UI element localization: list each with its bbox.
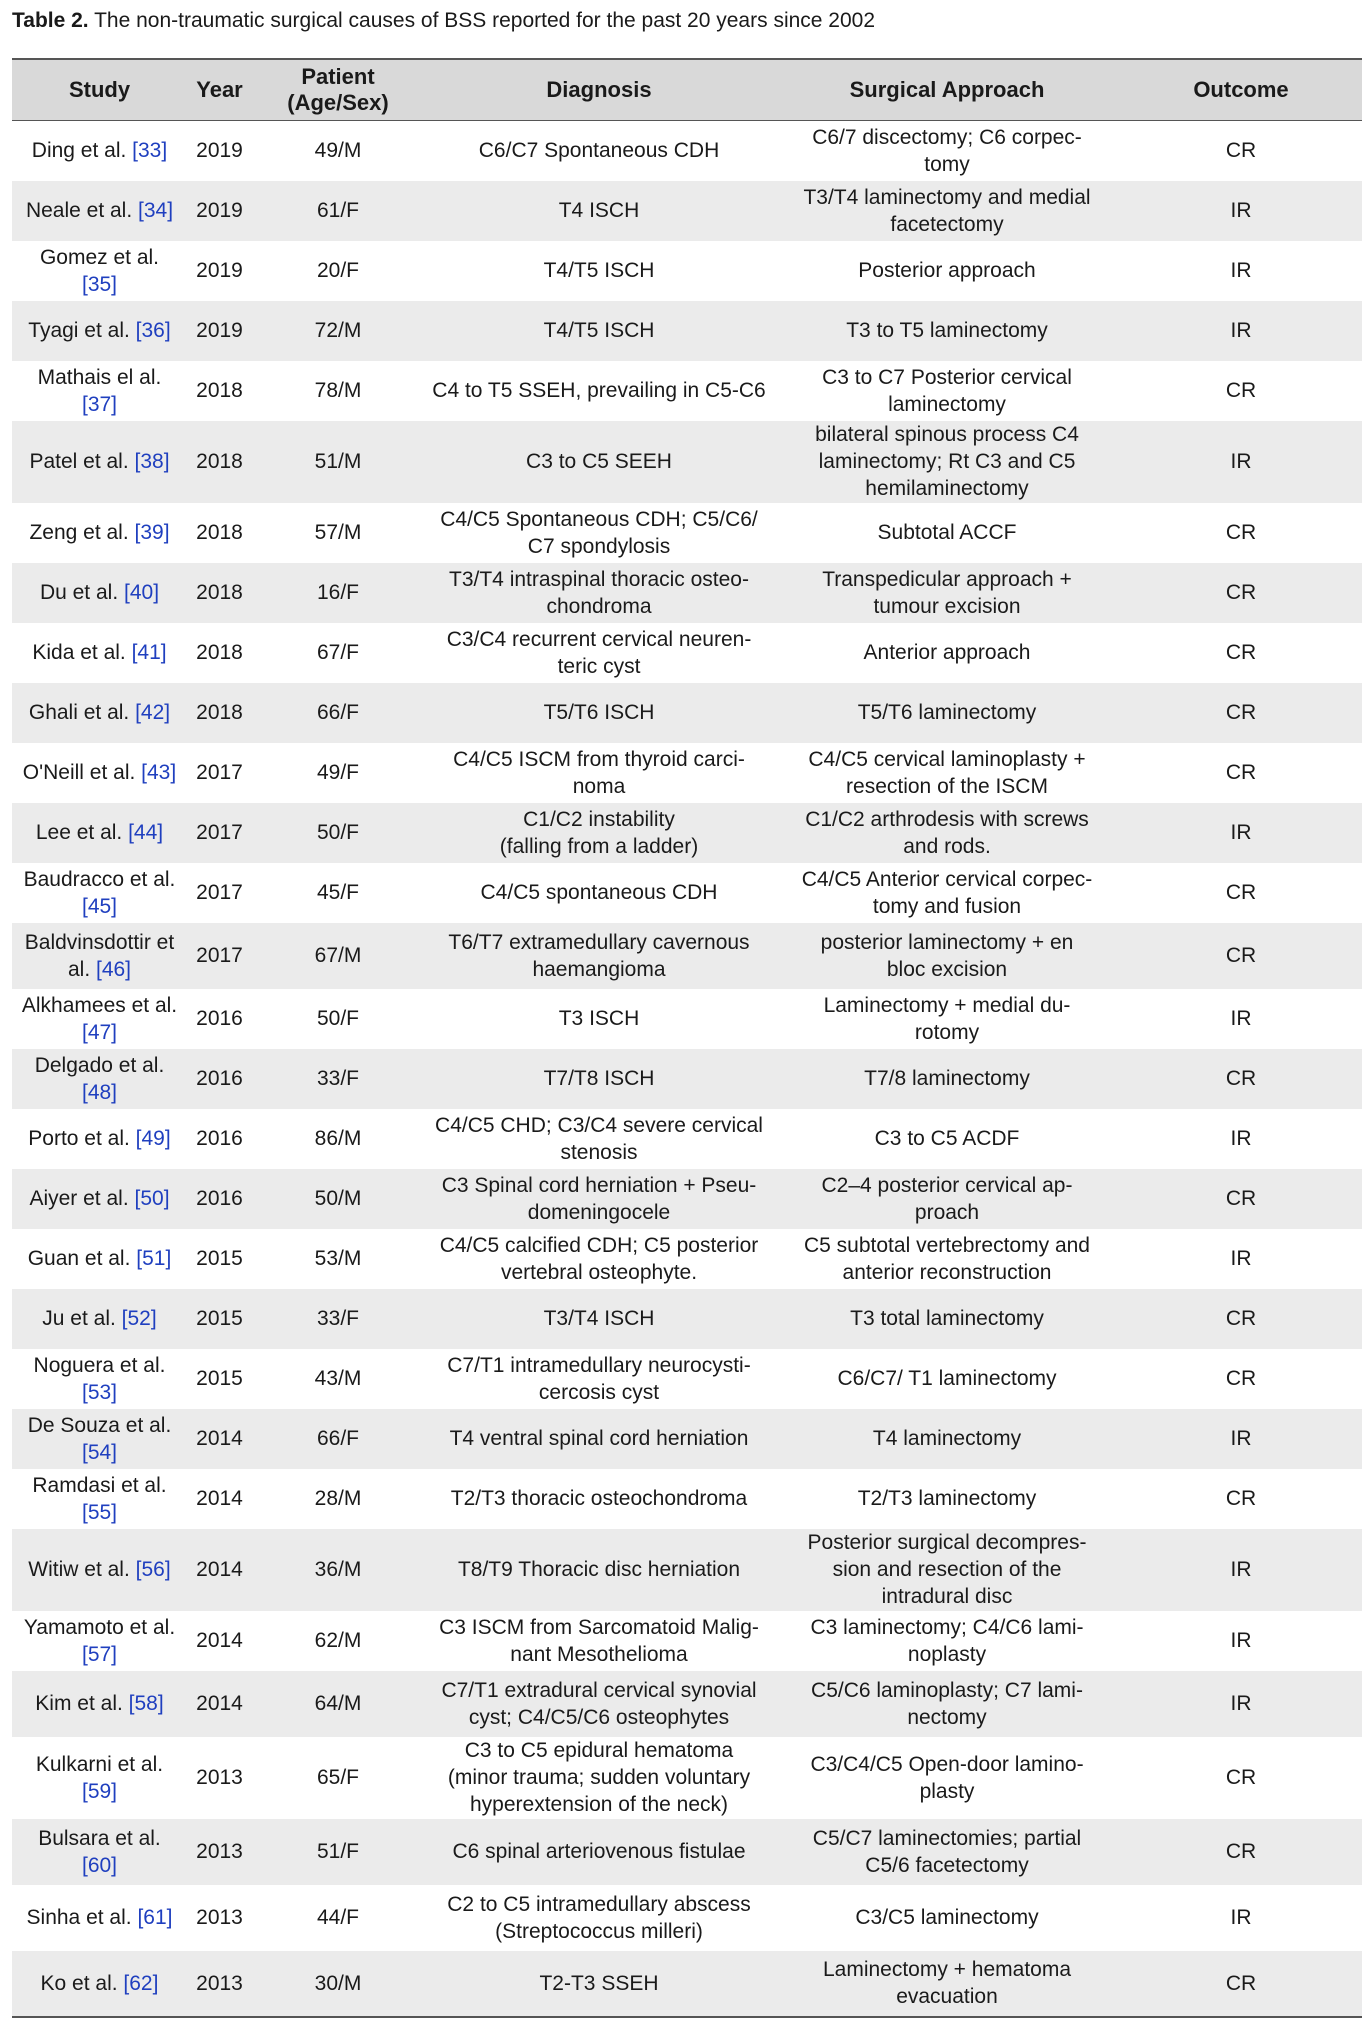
- table-row: [12, 361, 1362, 421]
- surgical-causes-table: [12, 58, 1362, 2018]
- table-row: [12, 563, 1362, 623]
- cell-study: [12, 1229, 187, 1289]
- cell-study: [12, 1737, 187, 1819]
- table-row: [12, 1737, 1362, 1819]
- table-row: [12, 1469, 1362, 1529]
- cell-diagnosis: C3/C4 recurrent cervical neuren- teric cyst: [446, 627, 752, 678]
- cell-patient: 44/F: [316, 1906, 360, 1929]
- cell-outcome: CR: [1120, 563, 1362, 623]
- cell-surgical-approach: C5 subtotal vertebrectomy and anterior reconstruction: [804, 1233, 1090, 1284]
- reference-link[interactable]: [52]: [121, 1307, 157, 1330]
- study-author: Guan et al.: [27, 1247, 137, 1270]
- cell-year: 2014: [187, 1409, 252, 1469]
- study-author: Neale et al.: [25, 199, 139, 222]
- table-row: [12, 923, 1362, 989]
- study-author: Kim et al.: [35, 1692, 129, 1715]
- reference-link[interactable]: [49]: [135, 1127, 171, 1150]
- cell-year: 2016: [196, 1127, 243, 1150]
- reference-link[interactable]: [42]: [135, 701, 171, 724]
- cell-outcome: CR: [1120, 1049, 1362, 1109]
- reference-link[interactable]: [59]: [81, 1779, 118, 1803]
- cell-surgical-approach: C3 laminectomy; C4/C6 lami- noplasty: [810, 1615, 1084, 1666]
- cell-study: [12, 301, 187, 361]
- reference-link[interactable]: [61]: [137, 1906, 173, 1929]
- cell-outcome: IR: [1120, 803, 1362, 863]
- cell-study: [12, 989, 187, 1049]
- study-author: Noguera et al.: [33, 1353, 166, 1377]
- cell-patient: 66/F: [252, 683, 424, 743]
- cell-diagnosis: C6 spinal arteriovenous fistulae: [424, 1819, 774, 1885]
- cell-outcome: CR: [1225, 521, 1257, 544]
- cell-surgical-approach: C3 to C7 Posterior cervical laminectomy: [822, 365, 1072, 416]
- cell-patient: 45/F: [316, 881, 360, 904]
- cell-year: 2016: [187, 1169, 252, 1229]
- table-row: [12, 1529, 1362, 1611]
- study-author: Kulkarni et al.: [35, 1752, 164, 1776]
- column-header-diagnosis: Diagnosis: [424, 59, 774, 121]
- cell-year: 2013: [196, 1906, 243, 1929]
- reference-link[interactable]: [34]: [138, 199, 174, 222]
- study-author: Delgado et al.: [34, 1053, 165, 1077]
- cell-patient: 67/F: [316, 641, 360, 664]
- reference-link[interactable]: [54]: [81, 1440, 118, 1464]
- cell-study: [12, 1289, 187, 1349]
- table-header-row: [12, 59, 1362, 121]
- cell-outcome: CR: [1225, 1487, 1257, 1510]
- cell-surgical-approach: Laminectomy + medial du- rotomy: [823, 993, 1071, 1044]
- cell-surgical-approach: C3 to C5 ACDF: [874, 1127, 1020, 1150]
- table-row: [12, 1229, 1362, 1289]
- cell-year: 2013: [196, 1766, 243, 1789]
- reference-link[interactable]: [47]: [81, 1020, 118, 1044]
- cell-study: [12, 1529, 187, 1611]
- cell-diagnosis: T8/T9 Thoracic disc herniation: [424, 1529, 774, 1611]
- cell-surgical-approach: C3/C5 laminectomy: [855, 1906, 1039, 1929]
- cell-surgical-approach: C2–4 posterior cervical ap- proach: [774, 1169, 1120, 1229]
- study-author: Tyagi et al.: [28, 319, 136, 342]
- cell-study: [12, 1819, 187, 1885]
- cell-patient: 36/M: [252, 1529, 424, 1611]
- table-caption-label: Table 2.: [12, 9, 89, 32]
- study-author: Alkhamees et al.: [21, 993, 178, 1017]
- table-row: [12, 1885, 1362, 1951]
- cell-study: [12, 623, 187, 683]
- cell-diagnosis: C4 to T5 SSEH, prevailing in C5-C6: [432, 379, 766, 402]
- cell-patient: 72/M: [252, 301, 424, 361]
- cell-year: 2017: [187, 803, 252, 863]
- cell-study: [12, 241, 187, 301]
- cell-study: [12, 1349, 187, 1409]
- cell-study: [12, 1409, 187, 1469]
- cell-diagnosis: T7/T8 ISCH: [424, 1049, 774, 1109]
- study-author: Sinha et al.: [26, 1906, 138, 1929]
- table-row: [12, 1671, 1362, 1737]
- cell-diagnosis: C2 to C5 intramedullary abscess (Streptococcus milleri): [447, 1892, 751, 1943]
- study-author: Du et al.: [39, 581, 124, 604]
- study-author: Bulsara et al.: [38, 1826, 161, 1850]
- cell-surgical-approach: C3/C4/C5 Open-door lamino- plasty: [810, 1752, 1084, 1803]
- cell-patient: 16/F: [252, 563, 424, 623]
- cell-patient: 57/M: [314, 521, 362, 544]
- cell-diagnosis: C3 ISCM from Sarcomatoid Malig- nant Mesothelioma: [439, 1615, 759, 1666]
- cell-diagnosis: T4/T5 ISCH: [543, 259, 655, 282]
- column-header-patient: Patient (Age/Sex): [252, 59, 424, 121]
- cell-year: 2019: [187, 181, 252, 241]
- cell-outcome: IR: [1120, 1409, 1362, 1469]
- cell-surgical-approach: T2/T3 laminectomy: [857, 1487, 1037, 1510]
- cell-diagnosis: T3 ISCH: [558, 1007, 640, 1030]
- cell-surgical-approach: T5/T6 laminectomy: [774, 683, 1120, 743]
- cell-surgical-approach: C1/C2 arthrodesis with screws and rods.: [774, 803, 1120, 863]
- cell-study: [12, 1951, 187, 2017]
- cell-surgical-approach: T3/T4 laminectomy and medial facetectomy: [774, 181, 1120, 241]
- reference-link[interactable]: [41]: [131, 641, 167, 664]
- cell-patient: 30/M: [252, 1951, 424, 2017]
- cell-diagnosis: C1/C2 instability (falling from a ladder): [424, 803, 774, 863]
- cell-surgical-approach: Transpedicular approach + tumour excision: [774, 563, 1120, 623]
- cell-study: [12, 1611, 187, 1671]
- table-row: [12, 803, 1362, 863]
- cell-patient: 28/M: [314, 1487, 362, 1510]
- cell-surgical-approach: T4 laminectomy: [774, 1409, 1120, 1469]
- cell-patient: 50/F: [316, 1007, 360, 1030]
- cell-outcome: CR: [1225, 641, 1257, 664]
- table-row: [12, 301, 1362, 361]
- cell-outcome: CR: [1225, 1367, 1257, 1390]
- cell-study: [12, 1109, 187, 1169]
- cell-surgical-approach: Posterior surgical decompres- sion and resection of the intradural disc: [774, 1529, 1120, 1611]
- study-author: Aiyer et al.: [29, 1187, 135, 1210]
- cell-diagnosis: T3/T4 intraspinal thoracic osteo- chondroma: [424, 563, 774, 623]
- cell-year: 2018: [187, 563, 252, 623]
- study-author: Yamamoto et al.: [23, 1615, 176, 1639]
- cell-outcome: IR: [1230, 1629, 1252, 1652]
- reference-link[interactable]: [33]: [132, 139, 168, 163]
- cell-study: [12, 803, 187, 863]
- cell-outcome: CR: [1225, 881, 1257, 904]
- reference-link[interactable]: [58]: [128, 1692, 164, 1715]
- cell-study: [12, 1469, 187, 1529]
- cell-patient: 49/M: [314, 139, 362, 163]
- reference-link[interactable]: [57]: [81, 1642, 118, 1666]
- cell-diagnosis: T3/T4 ISCH: [424, 1289, 774, 1349]
- table-row: [12, 1349, 1362, 1409]
- cell-outcome: CR: [1225, 1766, 1257, 1789]
- cell-diagnosis: T4/T5 ISCH: [424, 301, 774, 361]
- cell-year: 2015: [196, 1367, 243, 1390]
- table-row: [12, 1409, 1362, 1469]
- cell-outcome: IR: [1230, 1247, 1252, 1270]
- study-author: Gomez et al.: [39, 245, 160, 269]
- cell-diagnosis: C4/C5 spontaneous CDH: [480, 881, 718, 904]
- reference-link[interactable]: [60]: [81, 1853, 118, 1877]
- cell-surgical-approach: T7/8 laminectomy: [774, 1049, 1120, 1109]
- cell-diagnosis: T4 ventral spinal cord herniation: [424, 1409, 774, 1469]
- cell-year: 2018: [196, 379, 243, 402]
- cell-year: 2014: [196, 1487, 243, 1510]
- cell-diagnosis: T2-T3 SSEH: [424, 1951, 774, 2017]
- table-caption-text: The non-traumatic surgical causes of BSS reported for the past 20 years since 2002: [88, 9, 876, 32]
- cell-patient: 65/F: [316, 1766, 360, 1789]
- cell-year: 2017: [196, 881, 243, 904]
- cell-outcome: CR: [1225, 761, 1257, 784]
- reference-link[interactable]: [44]: [128, 821, 164, 844]
- cell-surgical-approach: C5/C7 laminectomies; partial C5/6 facetectomy: [774, 1819, 1120, 1885]
- cell-surgical-approach: Anterior approach: [863, 641, 1031, 664]
- cell-study: [12, 1049, 187, 1109]
- cell-outcome: IR: [1230, 1127, 1252, 1150]
- cell-patient: 51/F: [252, 1819, 424, 1885]
- cell-surgical-approach: T3 total laminectomy: [774, 1289, 1120, 1349]
- table-row: [12, 989, 1362, 1049]
- cell-year: 2018: [187, 421, 252, 503]
- reference-link[interactable]: [40]: [124, 581, 160, 604]
- cell-diagnosis: C7/T1 extradural cervical synovial cyst; C4/C5/C6 osteophytes: [424, 1671, 774, 1737]
- cell-outcome: CR: [1225, 379, 1257, 402]
- cell-study: [12, 1169, 187, 1229]
- cell-patient: 20/F: [316, 259, 360, 282]
- reference-link[interactable]: [62]: [123, 1971, 159, 1995]
- cell-outcome: IR: [1120, 1529, 1362, 1611]
- study-author: Baldvinsdottir et al.: [24, 930, 175, 981]
- cell-patient: 50/M: [252, 1169, 424, 1229]
- cell-study: [12, 503, 187, 563]
- study-author: Baudracco et al.: [23, 867, 176, 891]
- cell-patient: 67/M: [252, 923, 424, 989]
- study-author: Zeng et al.: [29, 521, 135, 544]
- cell-diagnosis: C3 to C5 SEEH: [424, 421, 774, 503]
- cell-year: 2017: [196, 761, 243, 784]
- cell-year: 2013: [187, 1819, 252, 1885]
- reference-link[interactable]: [51]: [136, 1247, 172, 1270]
- cell-surgical-approach: Laminectomy + hematoma evacuation: [774, 1951, 1120, 2017]
- table-row: [12, 1049, 1362, 1109]
- cell-outcome: CR: [1120, 1819, 1362, 1885]
- table-row: [12, 863, 1362, 923]
- cell-study: [12, 863, 187, 923]
- cell-patient: 33/F: [252, 1049, 424, 1109]
- reference-link[interactable]: [43]: [141, 761, 177, 784]
- table-row: [12, 1109, 1362, 1169]
- table-row: [12, 241, 1362, 301]
- cell-year: 2017: [187, 923, 252, 989]
- reference-link[interactable]: [37]: [81, 392, 118, 416]
- cell-outcome: CR: [1120, 683, 1362, 743]
- cell-outcome: IR: [1230, 1906, 1252, 1929]
- study-author: Kida et al.: [32, 641, 132, 664]
- study-author: Patel et al.: [29, 450, 135, 473]
- cell-outcome: IR: [1120, 421, 1362, 503]
- cell-patient: 50/F: [252, 803, 424, 863]
- cell-study: [12, 361, 187, 421]
- cell-year: 2015: [187, 1289, 252, 1349]
- cell-study: [12, 121, 187, 181]
- cell-patient: 86/M: [314, 1127, 362, 1150]
- table-row: [12, 181, 1362, 241]
- cell-surgical-approach: C5/C6 laminoplasty; C7 lami- nectomy: [774, 1671, 1120, 1737]
- study-author: Ju et al.: [42, 1307, 122, 1330]
- table-row: [12, 743, 1362, 803]
- cell-study: [12, 1671, 187, 1737]
- cell-outcome: CR: [1120, 1951, 1362, 2017]
- study-author: Ghali et al.: [28, 701, 136, 724]
- cell-year: 2014: [187, 1529, 252, 1611]
- table-row: [12, 503, 1362, 563]
- study-author: Ko et al.: [40, 1971, 124, 1995]
- reference-link[interactable]: [56]: [135, 1558, 171, 1581]
- cell-diagnosis: T4 ISCH: [424, 181, 774, 241]
- cell-diagnosis: C4/C5 calcified CDH; C5 posterior vertebral osteophyte.: [439, 1233, 759, 1284]
- cell-study: [12, 563, 187, 623]
- column-header-outcome: Outcome: [1120, 59, 1362, 121]
- cell-diagnosis: C4/C5 Spontaneous CDH; C5/C6/ C7 spondylosis: [440, 507, 758, 558]
- reference-link[interactable]: [45]: [81, 894, 118, 918]
- cell-diagnosis: T6/T7 extramedullary cavernous haemangioma: [424, 923, 774, 989]
- column-header-study: Study: [12, 59, 187, 121]
- column-header-year: Year: [187, 59, 252, 121]
- cell-year: 2013: [187, 1951, 252, 2017]
- cell-patient: 33/F: [252, 1289, 424, 1349]
- cell-patient: 49/F: [316, 761, 360, 784]
- cell-study: [12, 1885, 187, 1951]
- reference-link[interactable]: [53]: [81, 1380, 118, 1404]
- study-author: De Souza et al.: [27, 1413, 172, 1437]
- cell-surgical-approach: T3 to T5 laminectomy: [774, 301, 1120, 361]
- cell-diagnosis: T5/T6 ISCH: [424, 683, 774, 743]
- reference-link[interactable]: [46]: [95, 957, 132, 981]
- cell-surgical-approach: C6/C7/ T1 laminectomy: [837, 1367, 1057, 1390]
- study-author: O'Neill et al.: [22, 761, 142, 784]
- cell-patient: 51/M: [252, 421, 424, 503]
- cell-outcome: IR: [1230, 1007, 1252, 1030]
- reference-link[interactable]: [50]: [134, 1187, 170, 1210]
- cell-year: 2019: [196, 259, 243, 282]
- cell-study: [12, 923, 187, 989]
- cell-study: [12, 421, 187, 503]
- study-author: Lee et al.: [35, 821, 129, 844]
- cell-year: 2016: [196, 1007, 243, 1030]
- table-row: [12, 1169, 1362, 1229]
- table-row: [12, 1951, 1362, 2017]
- cell-patient: 78/M: [314, 379, 362, 402]
- cell-patient: 43/M: [314, 1367, 362, 1390]
- cell-diagnosis: C4/C5 ISCM from thyroid carci- noma: [453, 747, 745, 798]
- cell-year: 2018: [187, 683, 252, 743]
- cell-surgical-approach: C4/C5 cervical laminoplasty + resection of the ISCM: [808, 747, 1086, 798]
- study-author: Witiw et al.: [28, 1558, 136, 1581]
- cell-year: 2014: [196, 1629, 243, 1652]
- table-row: [12, 623, 1362, 683]
- cell-patient: 64/M: [252, 1671, 424, 1737]
- cell-patient: 61/F: [252, 181, 424, 241]
- study-author: Porto et al.: [28, 1127, 136, 1150]
- cell-outcome: IR: [1120, 181, 1362, 241]
- reference-link[interactable]: [48]: [81, 1080, 118, 1104]
- table-row: [12, 1819, 1362, 1885]
- cell-year: 2016: [187, 1049, 252, 1109]
- cell-surgical-approach: C4/C5 Anterior cervical corpec- tomy and fusion: [801, 867, 1093, 918]
- reference-link[interactable]: [35]: [81, 272, 118, 296]
- cell-surgical-approach: posterior laminectomy + en bloc excision: [774, 923, 1120, 989]
- cell-year: 2015: [196, 1247, 243, 1270]
- cell-year: 2014: [187, 1671, 252, 1737]
- cell-year: 2018: [196, 521, 243, 544]
- cell-patient: 66/F: [252, 1409, 424, 1469]
- cell-diagnosis: C4/C5 CHD; C3/C4 severe cervical stenosis: [435, 1113, 763, 1164]
- cell-surgical-approach: C6/7 discectomy; C6 corpec- tomy: [812, 125, 1082, 176]
- table-row: [12, 121, 1362, 181]
- table-row: [12, 683, 1362, 743]
- reference-link[interactable]: [39]: [134, 521, 170, 544]
- cell-outcome: IR: [1120, 301, 1362, 361]
- table-caption: [12, 6, 875, 36]
- reference-link[interactable]: [36]: [135, 319, 171, 342]
- table-row: [12, 1611, 1362, 1671]
- cell-year: 2019: [196, 139, 243, 163]
- cell-patient: 53/M: [314, 1247, 362, 1270]
- cell-diagnosis: C7/T1 intramedullary neurocysti- cercosis cyst: [447, 1353, 751, 1404]
- study-author: Ramdasi et al.: [32, 1473, 167, 1497]
- cell-diagnosis: T2/T3 thoracic osteochondroma: [450, 1487, 748, 1510]
- cell-outcome: IR: [1120, 1671, 1362, 1737]
- cell-year: 2018: [196, 641, 243, 664]
- cell-diagnosis: C6/C7 Spontaneous CDH: [478, 139, 720, 163]
- cell-outcome: IR: [1230, 259, 1252, 282]
- cell-year: 2019: [187, 301, 252, 361]
- cell-surgical-approach: bilateral spinous process C4 laminectomy; Rt C3 and C5 hemilaminectomy: [774, 421, 1120, 503]
- reference-link[interactable]: [55]: [81, 1500, 118, 1524]
- cell-study: [12, 743, 187, 803]
- column-header-surgical-approach: Surgical Approach: [774, 59, 1120, 121]
- cell-outcome: CR: [1120, 1169, 1362, 1229]
- table-row: [12, 1289, 1362, 1349]
- cell-diagnosis: C3 to C5 epidural hematoma (minor trauma; sudden voluntary hyperextension of the neck): [447, 1739, 751, 1816]
- cell-outcome: CR: [1120, 923, 1362, 989]
- cell-patient: 62/M: [314, 1629, 362, 1652]
- cell-study: [12, 683, 187, 743]
- table-row: [12, 421, 1362, 503]
- cell-surgical-approach: Posterior approach: [858, 259, 1036, 282]
- cell-outcome: CR: [1120, 1289, 1362, 1349]
- cell-outcome: CR: [1225, 139, 1257, 163]
- table-body: [12, 121, 1362, 2017]
- cell-surgical-approach: Subtotal ACCF: [877, 521, 1017, 544]
- study-author: Mathais el al.: [37, 365, 162, 389]
- reference-link[interactable]: [38]: [134, 450, 170, 473]
- cell-study: [12, 181, 187, 241]
- study-author: Ding et al.: [31, 139, 133, 163]
- cell-diagnosis: C3 Spinal cord herniation + Pseu- domeningocele: [424, 1169, 774, 1229]
